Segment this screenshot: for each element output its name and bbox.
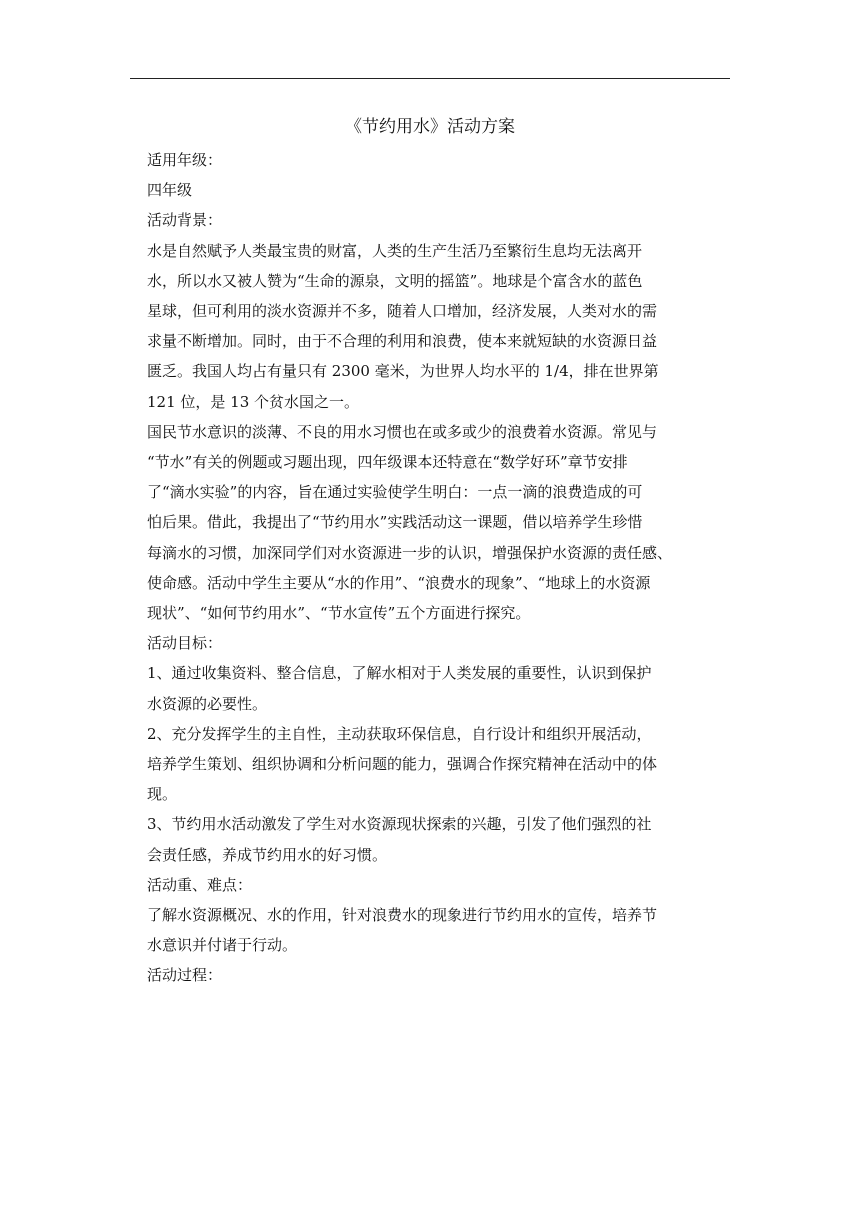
background-p1-line: 水是自然赋予人类最宝贵的财富，人类的生产生活乃至繁衍生息均无法离开 [147,241,643,260]
background-p1-line: 水，所以水又被人赞为“生命的源泉，文明的摇篮”。地球是个富含水的蓝色 [147,271,643,290]
keypoints-line: 了解水资源概况、水的作用，针对浪费水的现象进行节约用水的宣传，培养节 [147,906,658,925]
goal-3-line: 3、节约用水活动激发了学生对水资源现状探索的兴趣，引发了他们强烈的社 [147,815,652,834]
goal-3-line: 会责任感，养成节约用水的好习惯。 [147,845,388,864]
goal-2-line: 2、充分发挥学生的主自性，主动获取环保信息，自行设计和组织开展活动， [147,724,652,743]
background-paragraph-2 [147,417,713,628]
goals-heading: 活动目标： [147,634,223,653]
background-heading: 活动背景： [147,211,223,230]
background-p1-line: 匮乏。我国人均占有量只有 2300 毫米，为世界人均水平的 1/4，排在世界第 [147,362,659,381]
goal-2-line: 现。 [147,785,178,804]
goal-3 [147,809,713,869]
background-p2-line: “节水”有关的例题或习题出现，四年级课本还特意在“数学好环”章节安排 [147,453,628,472]
background-p2-line: 了“滴水实验”的内容，旨在通过实验使学生明白：一点一滴的浪费造成的可 [147,483,643,502]
goal-1-line: 水资源的必要性。 [147,694,268,713]
background-p2-line: 国民节水意识的淡薄、不良的用水习惯也在或多或少的浪费着水资源。常见与 [147,422,658,441]
background-p1-line: 星球，但可利用的淡水资源并不多，随着人口增加，经济发展，人类对水的需 [147,302,658,321]
goal-1-line: 1、通过收集资料、整合信息，了解水相对于人类发展的重要性，认识到保护 [147,664,652,683]
goal-2 [147,719,713,810]
keypoints-heading: 活动重、难点： [147,875,253,894]
background-p2-line: 使命感。活动中学生主要从“水的作用”、“浪费水的现象”、“地球上的水资源 [147,573,651,592]
background-p1-line: 求量不断增加。同时，由于不合理的利用和浪费，使本来就短缺的水资源日益 [147,332,658,351]
keypoints-line: 水意识并付诸于行动。 [147,936,298,955]
document-page [147,112,713,991]
keypoints-text [147,900,713,960]
goal-2-line: 培养学生策划、组织协调和分析问题的能力，强调合作探究精神在活动中的体 [147,755,658,774]
header-rule [130,78,730,79]
background-p2-line: 每滴水的习惯，加深同学们对水资源进一步的认识，增强保护水资源的责任感、 [147,543,673,562]
background-p1-line: 121 位，是 13 个贫水国之一。 [147,392,360,411]
background-paragraph-1 [147,236,713,417]
document-title: 《节约用水》活动方案 [345,117,515,137]
process-heading: 活动过程： [147,966,223,985]
background-p2-line: 现状”、“如何节约用水”、“节水宣传”五个方面进行探究。 [147,604,531,623]
goal-1 [147,658,713,718]
grade-value: 四年级 [147,181,193,200]
grade-label: 适用年级： [147,151,223,169]
background-p2-line: 怕后果。借此，我提出了“节约用水”实践活动这一课题，借以培养学生珍惜 [147,513,643,532]
